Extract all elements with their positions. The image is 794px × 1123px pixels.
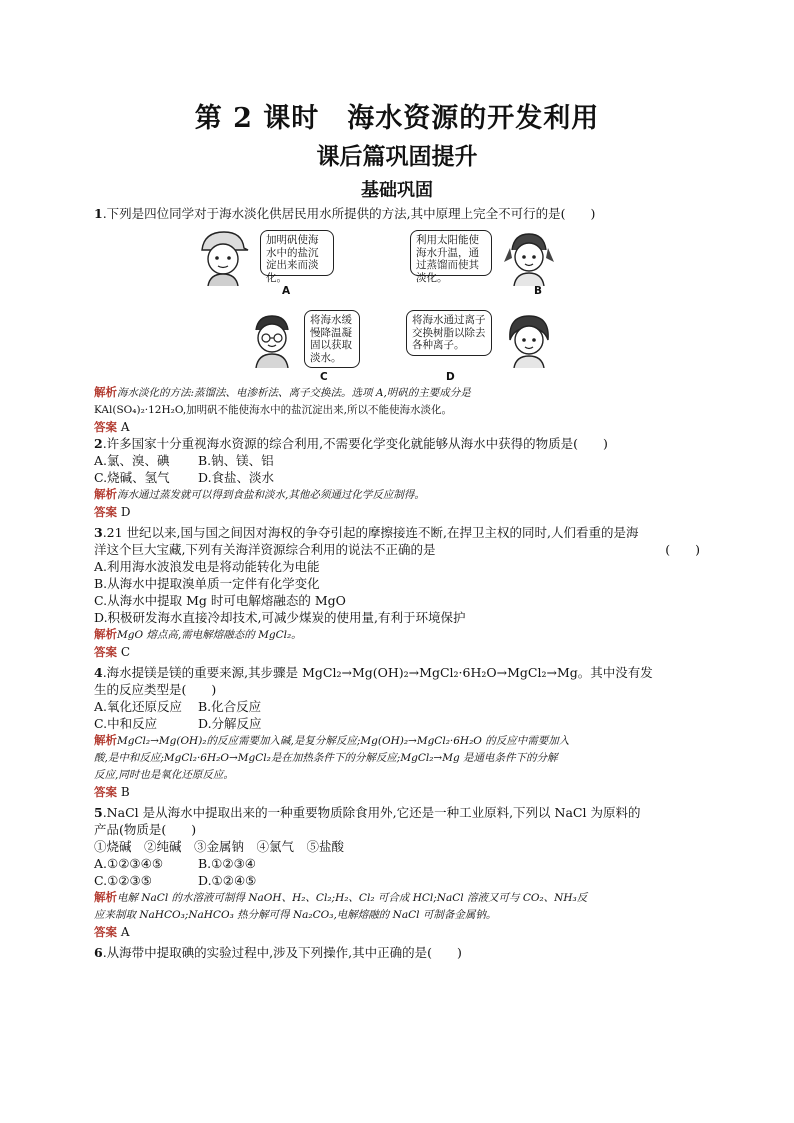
answer-parenthesis: ( ): [665, 542, 700, 557]
question-text: 洋这个巨大宝藏,下列有关海洋资源综合利用的说法不正确的是: [94, 542, 436, 557]
option-c: C.中和反应: [94, 716, 158, 731]
analysis-label: 解析: [94, 733, 117, 747]
question-number: 6: [94, 945, 103, 960]
figure-label-b: B: [534, 285, 543, 297]
answer-label: 答案: [94, 645, 117, 659]
analysis-text: MgCl₂→Mg(OH)₂的反应需要加入碱,是复分解反应;Mg(OH)₂→MgCl₂·6H₂O 的反应中需要加入: [117, 735, 570, 747]
question-3-line2: [94, 541, 700, 558]
answer-1: [94, 419, 700, 435]
student-boy-cap-icon: [194, 228, 252, 286]
option-c: C.①②③⑤: [94, 873, 152, 888]
answer-value: A: [117, 925, 130, 939]
analysis-1: [94, 384, 700, 402]
option-a: A.利用海水波浪发电是将动能转化为电能: [94, 559, 320, 574]
question-number: 4: [94, 665, 103, 680]
analysis-4-line2: 酸,是中和反应;MgCl₂·6H₂O→MgCl₂是在加热条件下的分解反应;MgCl₂→Mg 是通电条件下的分解: [94, 752, 558, 764]
analysis-5-line2: 应来制取 NaHCO₃;NaHCO₃ 热分解可得 Na₂CO₃,电解熔融的 NaCl 可制备金属钠。: [94, 909, 497, 921]
analysis-label: 解析: [94, 627, 117, 641]
option-d: D.分解反应: [198, 716, 262, 731]
page-subtitle: 课后篇巩固提升: [316, 143, 478, 170]
page-title: 第 2 课时 海水资源的开发利用: [194, 103, 600, 134]
analysis-5: [94, 889, 700, 907]
analysis-text: MgO 熔点高,需电解熔融态的 MgCl₂。: [117, 629, 302, 641]
question-text: .21 世纪以来,国与国之间因对海权的争夺引起的摩擦接连不断,在捍卫主权的同时,人们看重的是海: [102, 525, 639, 540]
answer-3: [94, 644, 700, 660]
figure-cell-c: [244, 308, 414, 382]
question-3: [94, 524, 700, 541]
speech-bubble-d: 将海水通过离子交换树脂以除去各种离子。: [406, 310, 492, 356]
question-2: [94, 435, 700, 452]
question-number: 1: [94, 206, 103, 221]
question-text: .海水提镁是镁的重要来源,其步骤是 MgCl₂→Mg(OH)₂→MgCl₂·6H₂O→MgCl₂→Mg。其中没有发: [102, 665, 653, 680]
analysis-2: [94, 486, 700, 504]
option-b: B.从海水中提取溴单质一定伴有化学变化: [94, 576, 320, 591]
answer-label: 答案: [94, 785, 117, 799]
figure-cell-d: [402, 308, 602, 382]
answer-label: 答案: [94, 505, 117, 519]
answer-label: 答案: [94, 420, 117, 434]
answer-value: D: [117, 505, 131, 519]
q5-options-row-1: [94, 855, 700, 872]
figure-label-c: C: [320, 371, 328, 383]
analysis-text: 海水通过蒸发就可以得到食盐和淡水,其他必须通过化学反应制得。: [117, 489, 425, 501]
answer-value: A: [117, 420, 130, 434]
q2-options-row-2: [94, 469, 700, 486]
analysis-3: [94, 626, 700, 644]
figure-label-d: D: [446, 371, 455, 383]
question-number: 2: [94, 436, 103, 451]
question-text: .NaCl 是从海水中提取出来的一种重要物质除食用外,它还是一种工业原料,下列以 NaCl 为原料的: [102, 805, 641, 820]
question-number: 5: [94, 805, 103, 820]
analysis-label: 解析: [94, 890, 117, 904]
analysis-label: 解析: [94, 385, 117, 399]
analysis-text: 电解 NaCl 的水溶液可制得 NaOH、H₂、Cl₂;H₂、Cl₂ 可合成 HCl;NaCl 溶液又可与 CO₂、NH₃反: [117, 892, 588, 904]
option-a: A.氯、溴、碘: [94, 453, 170, 468]
question-4-line2: 生的反应类型是( ): [94, 682, 217, 697]
question-text: .从海带中提取碘的实验过程中,涉及下列操作,其中正确的是( ): [102, 945, 462, 960]
speech-bubble-c: 将海水缓慢降温凝固以获取淡水。: [304, 310, 360, 368]
option-d: D.①②④⑤: [198, 873, 257, 888]
option-a: A.①②③④⑤: [94, 856, 164, 871]
analysis-4-line3: 反应,同时也是氧化还原反应。: [94, 769, 234, 781]
figure-label-a: A: [282, 285, 291, 297]
question-text: .许多国家十分重视海水资源的综合利用,不需要化学变化就能够从海水中获得的物质是( ): [102, 436, 608, 451]
question-4: [94, 664, 700, 681]
analysis-label: 解析: [94, 487, 117, 501]
q2-options-row-1: [94, 452, 700, 469]
student-girl-pigtails-icon: [500, 228, 558, 286]
q4-options-row-1: [94, 698, 700, 715]
answer-5: [94, 924, 700, 940]
question-text: .下列是四位同学对于海水淡化供居民用水所提供的方法,其中原理上完全不可行的是( ): [102, 206, 596, 221]
answer-label: 答案: [94, 925, 117, 939]
analysis-1-line2: KAl(SO₄)₂·12H₂O,加明矾不能使海水中的盐沉淀出来,所以不能使海水淡化。: [94, 404, 453, 416]
analysis-4: [94, 732, 700, 750]
student-boy-glasses-icon: [244, 310, 300, 368]
q4-options-row-2: [94, 715, 700, 732]
option-c: C.从海水中提取 Mg 时可电解熔融态的 MgO: [94, 593, 346, 608]
question-number: 3: [94, 525, 103, 540]
option-d: D.食盐、淡水: [198, 470, 275, 485]
answer-value: C: [117, 645, 130, 659]
answer-2: [94, 504, 700, 520]
question-list: [94, 205, 700, 961]
option-b: B.①②③④: [198, 856, 256, 871]
option-a: A.氧化还原反应: [94, 699, 183, 714]
question-1: [94, 205, 700, 222]
speech-bubble-b: 利用太阳能使海水升温，通过蒸馏而使其淡化。: [410, 230, 492, 276]
answer-value: B: [117, 785, 130, 799]
question-6: [94, 944, 700, 961]
option-b: B.化合反应: [198, 699, 262, 714]
q5-options-row-2: [94, 872, 700, 889]
question-5-line2: 产品(物质是( ): [94, 822, 197, 837]
student-girl-short-hair-icon: [500, 310, 558, 368]
speech-bubble-a: 加明矾使海水中的盐沉淀出来而淡化。: [260, 230, 334, 276]
option-d: D.积极研发海水直接冷却技术,可减少煤炭的使用量,有利于环境保护: [94, 610, 466, 625]
q5-item-list: ①烧碱 ②纯碱 ③金属钠 ④氯气 ⑤盐酸: [94, 839, 345, 854]
option-c: C.烧碱、氢气: [94, 470, 170, 485]
analysis-text: 海水淡化的方法:蒸馏法、电渗析法、离子交换法。选项 A,明矾的主要成分是: [117, 387, 471, 399]
question-5: [94, 804, 700, 821]
option-b: B.钠、镁、铝: [198, 453, 274, 468]
figure-cell-a: [194, 228, 384, 300]
q1-illustration: [94, 226, 700, 382]
figure-cell-b: [404, 228, 604, 300]
answer-4: [94, 784, 700, 800]
section-heading: 基础巩固: [361, 180, 433, 201]
